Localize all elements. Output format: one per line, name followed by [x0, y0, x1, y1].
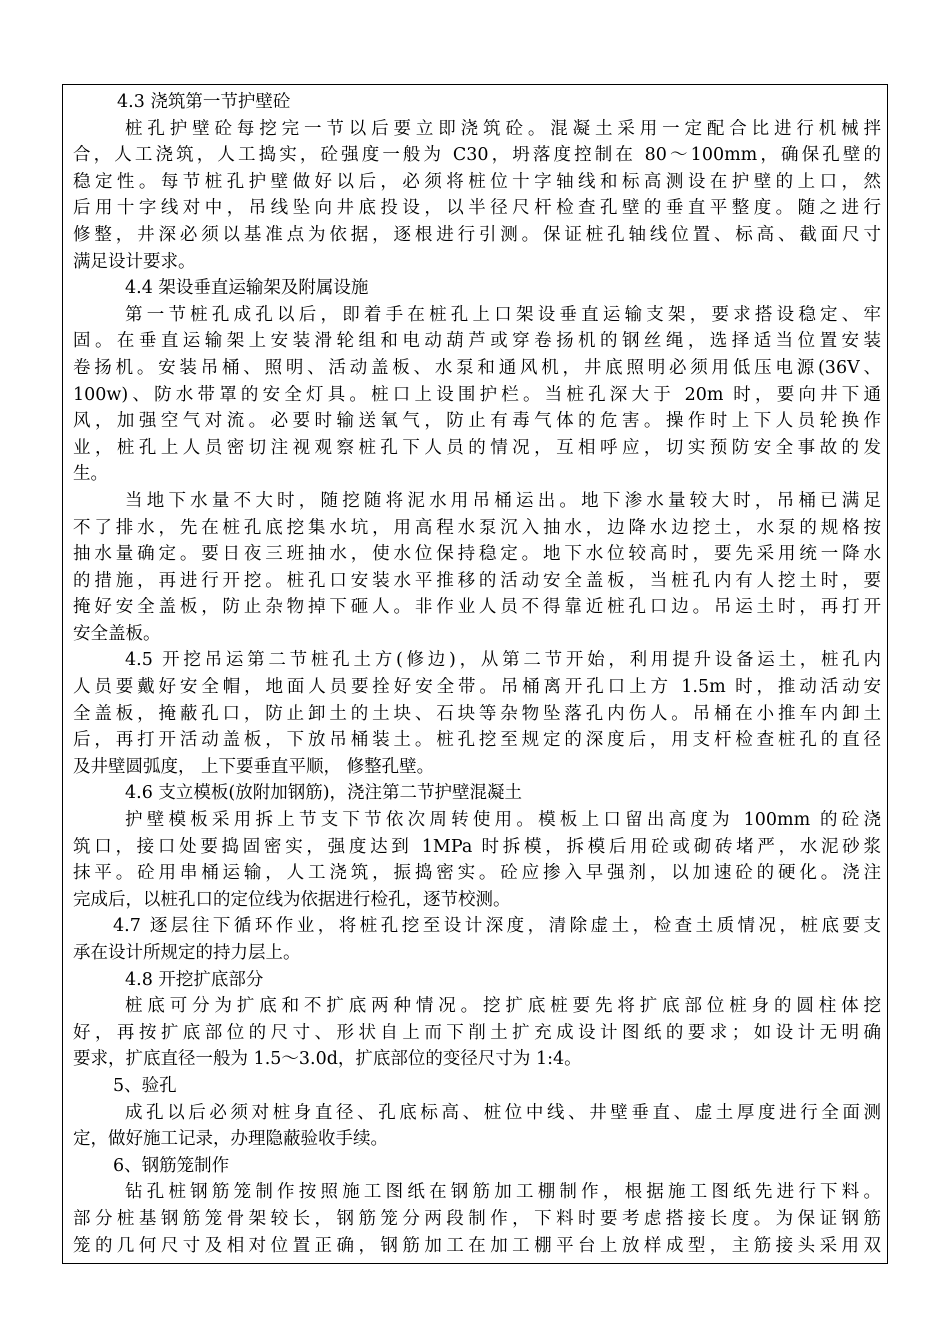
text-line: 卷扬机。安装吊桶、照明、活动盖板、水泵和通风机，井底照明必须用低压电源(36V、 — [73, 357, 881, 378]
text-line: 风，加强空气对流。必要时输送氧气，防止有毒气体的危害。操作时上下人员轮换作 — [73, 411, 881, 432]
text-line: 好，再按扩底部位的尺寸、形状自上而下削土扩充成设计图纸的要求；如设计无明确 — [73, 1022, 881, 1043]
text-line: 人员要戴好安全帽，地面人员要拴好安全带。吊桶离开孔口上方 1.5m 时，推动活动安 — [73, 677, 881, 698]
document-frame — [62, 84, 888, 1264]
text-line: 第一节桩孔成孔以后，即着手在桩孔上口架设垂直运输支架，要求搭设稳定、牢 — [125, 304, 881, 325]
text-line: 全盖板，掩蔽孔口，防止卸土的土块、石块等杂物坠落孔内伤人。吊桶在小推车内卸土 — [73, 703, 881, 724]
text-line: 满足设计要求。 — [73, 251, 196, 272]
text-line: 桩底可分为扩底和不扩底两种情况。挖扩底桩要先将扩底部位桩身的圆柱体挖 — [125, 996, 881, 1017]
text-line: 当地下水量不大时，随挖随将泥水用吊桶运出。地下渗水量较大时，吊桶已满足 — [125, 490, 881, 511]
text-line: 合，人工浇筑，人工捣实，砼强度一般为 C30，坍落度控制在 80～100mm，确保孔壁的 — [73, 145, 881, 166]
text-line: 4.5 开挖吊运第二节桩孔土方(修边)，从第二节开始，利用提升设备运土，桩孔内 — [125, 650, 881, 671]
text-line: 钻孔桩钢筋笼制作按照施工图纸在钢筋加工棚制作，根据施工图纸先进行下料。 — [125, 1182, 881, 1203]
section-heading: 4.8 开挖扩底部分 — [125, 969, 264, 990]
text-line: 完成后，以桩孔口的定位线为依据进行检孔，逐节校测。 — [73, 889, 511, 910]
text-line: 生。 — [73, 464, 108, 485]
text-line: 筑口，接口处要捣固密实，强度达到 1MPa 时拆模，拆模后用砼或砌砖堵严，水泥砂浆 — [73, 836, 881, 857]
text-line: 及井壁圆弧度， 上下要垂直平顺， 修整孔壁。 — [73, 756, 435, 777]
document-body — [73, 89, 881, 1259]
text-line: 固。在垂直运输架上安装滑轮组和电动葫芦或穿卷扬机的钢丝绳，选择适当位置安装 — [73, 331, 881, 352]
section-heading: 4.4 架设垂直运输架及附属设施 — [125, 278, 369, 299]
text-line: 业，桩孔上人员密切注视观察桩孔下人员的情况，互相呼应，切实预防安全事故的发 — [73, 437, 881, 458]
text-line: 笼的几何尺寸及相对位置正确，钢筋加工在加工棚平台上放样成型，主筋接头采用双 — [73, 1235, 881, 1256]
text-line: 护壁模板采用拆上节支下节依次周转使用。模板上口留出高度为 100mm 的砼浇 — [125, 810, 881, 831]
text-line: 抹平。砼用串桶运输，人工浇筑，振捣密实。砼应掺入早强剂，以加速砼的硬化。浇注 — [73, 863, 881, 884]
section-heading: 6、钢筋笼制作 — [113, 1155, 230, 1176]
text-line: 定，做好施工记录，办理隐蔽验收手续。 — [73, 1129, 388, 1150]
text-line: 承在设计所规定的持力层上。 — [73, 943, 301, 963]
text-line: 成孔以后必须对桩身直径、孔底标高、桩位中线、井壁垂直、虚土厚度进行全面测 — [125, 1102, 881, 1123]
text-line: 安全盖板。 — [73, 623, 161, 644]
text-line: 桩孔护壁砼每挖完一节以后要立即浇筑砼。混凝土采用一定配合比进行机械拌 — [125, 118, 881, 139]
text-line: 100w)、防水带罩的安全灯具。桩口上设围护栏。当桩孔深大于 20m 时，要向井下通 — [73, 384, 881, 405]
section-heading: 4.3 浇筑第一节护壁砼 — [117, 92, 291, 112]
text-line: 不了排水，先在桩孔底挖集水坑，用高程水泵沉入抽水，边降水边挖土，水泵的规格按 — [73, 517, 881, 538]
text-line: 要求，扩底直径一般为 1.5～3.0d，扩底部位的变径尺寸为 1:4。 — [73, 1049, 582, 1070]
text-line: 部分桩基钢筋笼骨架较长，钢筋笼分两段制作，下料时要考虑搭接长度。为保证钢筋 — [73, 1208, 881, 1229]
text-line: 后用十字线对中，吊线坠向井底投设，以半径尺杆检查孔壁的垂直平整度。随之进行 — [73, 198, 881, 219]
text-line: 稳定性。每节桩孔护壁做好以后，必须将桩位十字轴线和标高测设在护壁的上口，然 — [73, 171, 881, 192]
text-line: 的措施，再进行开挖。桩孔口安装水平推移的活动安全盖板，当桩孔内有人挖土时，要 — [73, 570, 881, 591]
section-heading: 4.6 支立模板(放附加钢筋)，浇注第二节护壁混凝土 — [125, 783, 523, 804]
text-line: 抽水量确定。要日夜三班抽水，使水位保持稳定。地下水位较高时，要先采用统一降水 — [73, 544, 881, 565]
text-line: 4.7 逐层往下循环作业，将桩孔挖至设计深度，清除虚土，检查土质情况，桩底要支 — [113, 916, 881, 937]
text-line: 修整，井深必须以基准点为依据，逐根进行引测。保证桩孔轴线位置、标高、截面尺寸 — [73, 224, 881, 245]
text-line: 掩好安全盖板，防止杂物掉下砸人。非作业人员不得靠近桩孔口边。吊运土时，再打开 — [73, 597, 881, 618]
section-heading: 5、验孔 — [113, 1075, 177, 1096]
text-line: 后，再打开活动盖板，下放吊桶装土。桩孔挖至规定的深度后，用支杆检查桩孔的直径 — [73, 730, 881, 751]
